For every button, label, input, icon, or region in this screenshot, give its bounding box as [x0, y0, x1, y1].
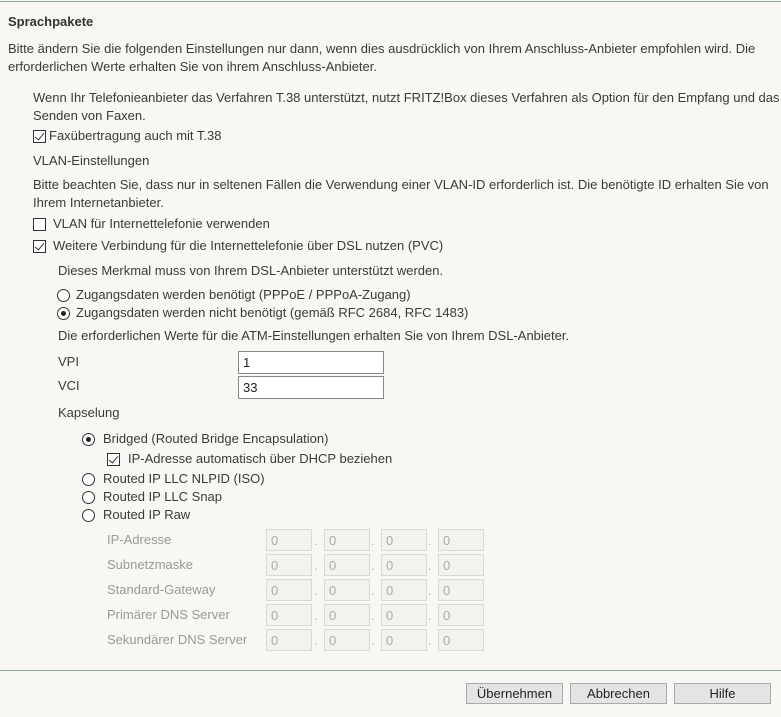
ip-octet-input[interactable] [266, 529, 312, 551]
encap-heading: Kapselung [58, 405, 120, 420]
ip-octet-input[interactable] [438, 629, 484, 651]
octet-separator: . [371, 634, 375, 648]
ip-octet-input[interactable] [381, 579, 427, 601]
vlan-checkbox[interactable] [33, 218, 46, 231]
cancel-button[interactable]: Abbrechen [570, 683, 667, 704]
vlan-label[interactable]: VLAN für Internettelefonie verwenden [53, 216, 270, 231]
octet-separator: . [428, 584, 432, 598]
access-radio-rfc[interactable] [57, 307, 70, 320]
ip-octet-input[interactable] [324, 529, 370, 551]
octet-separator: . [314, 534, 318, 548]
ip-octet-input[interactable] [381, 529, 427, 551]
octet-separator: . [428, 634, 432, 648]
access-label-pppoe[interactable]: Zugangsdaten werden benötigt (PPPoE / PPPoA-Zugang) [76, 287, 411, 302]
ip-octet-input[interactable] [324, 579, 370, 601]
encap-label-bridged[interactable]: Bridged (Routed Bridge Encapsulation) [103, 431, 329, 446]
ip-row-label: Sekundärer DNS Server [107, 632, 248, 647]
bottom-divider [0, 670, 781, 671]
encap-radio-snap[interactable] [82, 491, 95, 504]
encap-label-raw[interactable]: Routed IP Raw [103, 507, 191, 522]
ip-row-label: Standard-Gateway [107, 582, 216, 597]
vci-input[interactable] [238, 376, 384, 399]
vlan-heading: VLAN-Einstellungen [33, 153, 150, 168]
vlan-info-2: Ihrem Internetanbieter. [33, 195, 164, 210]
encap-label-snap[interactable]: Routed IP LLC Snap [103, 489, 223, 504]
top-divider [0, 1, 781, 2]
ip-row-label: Subnetzmaske [107, 557, 193, 572]
octet-separator: . [371, 534, 375, 548]
ip-row-label: IP-Adresse [107, 532, 172, 547]
vpi-input[interactable] [238, 351, 384, 374]
pvc-label[interactable]: Weitere Verbindung für die Internettelefonie über DSL nutzen (PVC) [53, 238, 444, 253]
atm-info: Die erforderlichen Werte für die ATM-Einstellungen erhalten Sie von Ihrem DSL-Anbieter. [58, 328, 570, 343]
ip-row-label: Primärer DNS Server [107, 607, 230, 622]
encap-radio-raw[interactable] [82, 509, 95, 522]
t38-info-1: Wenn Ihr Telefonieanbieter das Verfahren T.38 unterstützt, nutzt FRITZ!Box dieses Verfahren als Option für den Empfang und das [33, 90, 780, 105]
apply-button[interactable]: Übernehmen [466, 683, 563, 704]
encap-label-nlpid[interactable]: Routed IP LLC NLPID (ISO) [103, 471, 265, 486]
fax-t38-checkbox[interactable] [33, 130, 46, 143]
ip-octet-input[interactable] [324, 554, 370, 576]
vci-label: VCI [58, 378, 80, 393]
help-button[interactable]: Hilfe [674, 683, 771, 704]
octet-separator: . [371, 559, 375, 573]
t38-info-2: Senden von Faxen. [33, 108, 146, 123]
ip-octet-input[interactable] [266, 604, 312, 626]
ip-octet-input[interactable] [438, 604, 484, 626]
fax-t38-label[interactable]: Faxübertragung auch mit T.38 [49, 128, 222, 143]
page-title: Sprachpakete [8, 14, 94, 29]
ip-octet-input[interactable] [266, 579, 312, 601]
octet-separator: . [314, 559, 318, 573]
dhcp-label[interactable]: IP-Adresse automatisch über DHCP beziehen [128, 451, 393, 466]
octet-separator: . [314, 609, 318, 623]
vpi-label: VPI [58, 354, 79, 369]
intro-text-1: Bitte ändern Sie die folgenden Einstellungen nur dann, wenn dies ausdrücklich von Ihrem Anschluss-Anbieter empfohlen wird. Die [8, 41, 756, 56]
vlan-info-1: Bitte beachten Sie, dass nur in seltenen Fällen die Verwendung einer VLAN-ID erforderlich ist. Die benötigte ID erhalten Sie von [33, 177, 769, 192]
octet-separator: . [314, 584, 318, 598]
octet-separator: . [428, 609, 432, 623]
access-label-rfc[interactable]: Zugangsdaten werden nicht benötigt (gemäß RFC 2684, RFC 1483) [76, 305, 469, 320]
ip-octet-input[interactable] [381, 604, 427, 626]
octet-separator: . [428, 559, 432, 573]
encap-radio-nlpid[interactable] [82, 473, 95, 486]
ip-octet-input[interactable] [381, 629, 427, 651]
ip-octet-input[interactable] [438, 529, 484, 551]
ip-octet-input[interactable] [324, 629, 370, 651]
octet-separator: . [428, 534, 432, 548]
ip-octet-input[interactable] [266, 629, 312, 651]
octet-separator: . [371, 584, 375, 598]
access-radio-pppoe[interactable] [57, 289, 70, 302]
pvc-info: Dieses Merkmal muss von Ihrem DSL-Anbieter unterstützt werden. [58, 263, 444, 278]
ip-octet-input[interactable] [266, 554, 312, 576]
ip-octet-input[interactable] [381, 554, 427, 576]
ip-octet-input[interactable] [438, 579, 484, 601]
dhcp-checkbox[interactable] [107, 453, 120, 466]
encap-radio-bridged[interactable] [82, 433, 95, 446]
octet-separator: . [314, 634, 318, 648]
pvc-checkbox[interactable] [33, 240, 46, 253]
ip-octet-input[interactable] [438, 554, 484, 576]
octet-separator: . [371, 609, 375, 623]
intro-text-2: erforderlichen Werte erhalten Sie von ihrem Anschluss-Anbieter. [8, 59, 378, 74]
ip-octet-input[interactable] [324, 604, 370, 626]
